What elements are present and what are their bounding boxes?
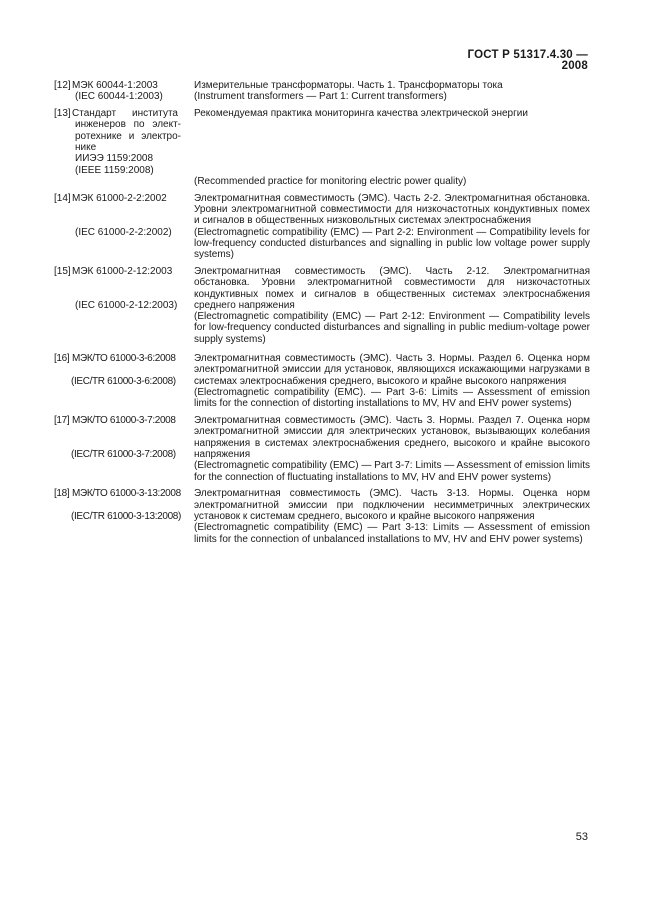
reference-title-en: (Electromagnetic compatibility (EMC). — Part 3-6: Limits — Assessment of emission limits for the connection of distorting installations to MV, HV and EHV power systems) bbox=[194, 386, 590, 410]
reference-item bbox=[54, 108, 590, 187]
reference-title-ru: Измерительные трансформаторы. Часть 1. Трансформаторы тока bbox=[194, 80, 503, 91]
reference-code: МЭК/ТО 61000-3-6:2008 bbox=[72, 353, 176, 365]
reference-code-alt: (IEC/TR 61000-3-7:2008) bbox=[71, 448, 176, 460]
reference-code-alt: (IEC/TR 61000-3-6:2008) bbox=[71, 375, 176, 387]
reference-number: [16] bbox=[54, 353, 70, 365]
reference-code-alt: (IEC 61000-2-12:2003) bbox=[75, 299, 178, 311]
reference-item bbox=[54, 193, 590, 261]
reference-code: МЭК 61000-2-2:2002 bbox=[72, 192, 167, 204]
reference-code: МЭК/ТО 61000-3-7:2008 bbox=[72, 415, 176, 427]
reference-code: МЭК 60044-1:2003 bbox=[72, 80, 158, 91]
reference-code: МЭК/ТО 61000-3-13:2008 bbox=[72, 488, 181, 500]
reference-code-alt: (IEC 60044-1:2003) bbox=[75, 91, 163, 103]
reference-org-line: Стандарт института bbox=[72, 108, 178, 120]
reference-number: [15] bbox=[54, 265, 71, 277]
reference-number: [17] bbox=[54, 415, 70, 427]
reference-title-en: (Electromagnetic compatibility (EMC) — Part 3-13: Limits — Assessment of emission limits for the connection of unbalanced installations to MV, HV and EHV power systems) bbox=[194, 522, 590, 545]
reference-code: ИИЭЭ 1159:2008 bbox=[75, 153, 154, 165]
reference-code-alt: (IEC 61000-2-2:2002) bbox=[75, 226, 172, 238]
reference-title-ru: Электромагнитная совместимость (ЭМС). Часть 2-2. Электромагнитная обстановка. Уровни электромагнитной совместимости для низкочастотных кондуктивных помех и сигналов в общественных низковольтных системах электроснабжения bbox=[194, 192, 590, 227]
reference-number: [12] bbox=[54, 80, 71, 91]
reference-title-ru: Рекомендуемая практика мониторинга качества электрической энергии bbox=[194, 108, 528, 120]
reference-item bbox=[54, 80, 590, 103]
reference-code: МЭК 61000-2-12:2003 bbox=[72, 265, 173, 277]
reference-title-ru: Электромагнитная совместимость (ЭМС). Часть 3. Нормы. Раздел 6. Оценка норм электромагнитной эмиссии для установок, являющихся искажающими нагрузками в системах электроснабжения среднего, высокого и крайне высокого напряжения bbox=[194, 353, 590, 387]
reference-title-en: (Instrument transformers — Part 1: Current transformers) bbox=[194, 91, 447, 103]
reference-item bbox=[54, 488, 590, 544]
reference-list bbox=[54, 80, 590, 550]
reference-org-line: инженеров по элект- bbox=[75, 119, 181, 131]
reference-title-en: (Electromagnetic compatibility (EMC) — Part 2-2: Environment — Compatibility levels for low-frequency conducted disturbances and signalling in public low voltage power supply systems) bbox=[194, 226, 590, 261]
reference-item bbox=[54, 415, 590, 483]
reference-org-line: ротехнике и электро- bbox=[75, 130, 181, 142]
reference-title-en: (Electromagnetic compatibility (EMC) — Part 3-7: Limits — Assessment of emission limits for the connection of fluctuating installations to MV, HV and EHV power systems) bbox=[194, 460, 590, 483]
reference-code-alt: (IEEE 1159:2008) bbox=[75, 164, 154, 176]
reference-org-line: нике bbox=[75, 141, 97, 153]
reference-number: [14] bbox=[54, 192, 71, 204]
reference-title-en: (Recommended practice for monitoring electric power quality) bbox=[194, 175, 467, 187]
reference-number: [13] bbox=[54, 108, 71, 120]
reference-title-ru: Электромагнитная совместимость (ЭМС). Часть 3. Нормы. Раздел 7. Оценка норм электромагнитной эмиссии для электрических установок, вызывающих колебания напряжения в системах электроснабжения среднего, высокого и крайне высокого напряжения bbox=[194, 415, 590, 460]
reference-title-ru: Электромагнитная совместимость (ЭМС). Часть 2-12. Электромагнитная обстановка. Уровни электромагнитной совместимости для низкочастотных кондуктивных помех и сигналов в общественных системах электроснабжения среднего напряжения bbox=[194, 265, 590, 311]
reference-item bbox=[54, 266, 590, 345]
reference-title-ru: Электромагнитная совместимость (ЭМС). Часть 3-13. Нормы. Оценка норм электромагнитной эмиссии при подключении несимметричных электрических установок к системам среднего, высокого и крайне высокого напряжения bbox=[194, 488, 590, 522]
reference-title-en: (Electromagnetic compatibility (EMC) — Part 2-12: Environment — Compatibility levels for low-frequency conducted disturbances and signalling in public medium-voltage power supply systems) bbox=[194, 311, 590, 345]
reference-number: [18] bbox=[54, 488, 70, 500]
document-header: ГОСТ Р 51317.4.30 — 2008 bbox=[467, 49, 588, 73]
reference-code-alt: (IEC/TR 61000-3-13:2008) bbox=[71, 510, 181, 522]
page-number: 53 bbox=[575, 831, 588, 843]
reference-item bbox=[54, 353, 590, 409]
